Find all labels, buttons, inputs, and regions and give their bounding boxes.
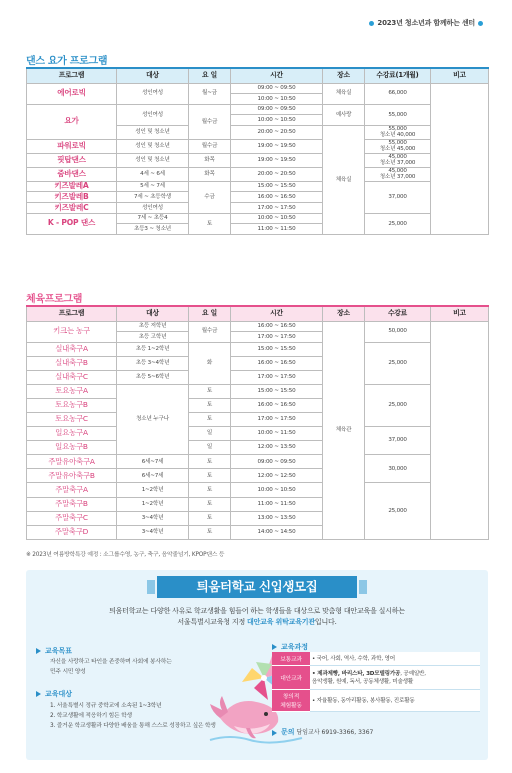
col-header: 대상 [117,68,189,83]
target-cell: 6세~7세 [117,469,189,483]
time-cell: 16:00 ~ 16:50 [231,398,323,412]
target-cell: 성인여성 [117,83,189,104]
time-cell: 20:00 ~ 20:50 [231,125,323,139]
table-row [272,665,480,689]
contact-info: 문의 담임교사 6919-3366, 3367 [272,727,373,737]
list-item: 2. 학교생활에 적응하기 힘든 학생 [50,713,132,720]
place-cell: 체육관 [323,321,365,539]
col-header: 시간 [231,306,323,321]
time-cell: 16:00 ~ 16:50 [231,321,323,332]
table-row [27,427,489,441]
dance-section-title: 댄스 요가 프로그램 [26,56,108,67]
triangle-bullet-icon [36,648,41,654]
triangle-bullet-icon [272,730,277,736]
time-cell: 10:00 ~ 10:50 [231,213,323,224]
program-name: 주말축구B [27,497,117,511]
time-cell: 15:00 ~ 15:50 [231,342,323,356]
day-cell: 토 [189,483,231,497]
program-name: 일요농구A [27,427,117,441]
time-cell: 10:00 ~ 10:50 [231,94,323,105]
course-category: 창의적 체험활동 [272,689,310,711]
target-cell: 성인여성 [117,104,189,125]
time-cell: 09:00 ~ 09:50 [231,104,323,115]
program-name: 주말유아축구B [27,469,117,483]
table-row [27,83,489,94]
day-cell: 토 [189,412,231,426]
time-cell: 19:00 ~ 19:50 [231,139,323,153]
table-row [27,342,489,356]
fee-cell: 55,000 [365,104,431,125]
course-content: • 국어, 사회, 역사, 수학, 과학, 영어 [310,652,480,665]
program-name: 주말축구A [27,483,117,497]
note-cell [431,321,489,539]
day-cell: 수금 [189,181,231,213]
day-cell: 일 [189,427,231,441]
fee-cell: 55,000 청소년 40,000 [365,125,431,139]
program-name: 실내축구A [27,342,117,356]
col-header: 프로그램 [27,306,117,321]
table-row [27,213,489,224]
table-row [27,139,489,153]
program-name: 요가 [27,104,117,139]
target-cell: 성인 및 청소년 [117,153,189,167]
triangle-bullet-icon [36,691,41,697]
target-cell: 초등 3~4학년 [117,356,189,370]
time-cell: 17:00 ~ 17:50 [231,203,323,214]
time-cell: 14:00 ~ 14:50 [231,525,323,539]
goal-text: 자신을 사랑하고 타인을 존중하며 사회에 봉사하는 민주 시민 양성 [50,659,172,676]
day-cell: 토 [189,525,231,539]
col-header: 요 일 [189,68,231,83]
program-name: 토요농구B [27,398,117,412]
day-cell: 월수금 [189,139,231,153]
target-cell: 초등 고학년 [117,332,189,343]
place-cell: 예사랑 [323,104,365,125]
bullet-dot-icon [369,21,374,26]
time-cell: 11:00 ~ 11:50 [231,224,323,235]
place-cell: 체육실 [323,83,365,104]
time-cell: 17:00 ~ 17:50 [231,332,323,343]
target-cell: 성인 및 청소년 [117,125,189,139]
fee-cell: 25,000 [365,342,431,384]
day-cell: 토 [189,511,231,525]
header-tagline: 2023년 청소년과 함께하는 센터 [366,18,486,28]
fee-cell: 37,000 [365,427,431,455]
target-cell: 7세 ~ 초등학생 [117,192,189,203]
table-row [272,689,480,711]
day-cell: 토 [189,398,231,412]
course-category: 대안교과 [272,665,310,689]
triangle-bullet-icon [272,644,277,650]
program-name: 주말축구D [27,525,117,539]
table-row [27,167,489,181]
time-cell: 10:00 ~ 10:50 [231,483,323,497]
goal-heading: 교육목표 [36,646,72,656]
col-header: 비고 [431,68,489,83]
list-item: 1. 서울특별시 정규 중학교에 소속된 1~3학년 [50,703,162,709]
target-cell: 초등 저학년 [117,321,189,332]
program-name: 키즈발레C [27,203,117,214]
fee-cell: 45,000 청소년 37,000 [365,153,431,167]
target-cell: 1~2학년 [117,483,189,497]
fee-cell: 45,000 청소년 37,000 [365,167,431,181]
day-cell: 토 [189,455,231,469]
table-row [27,483,489,497]
program-name: 토요농구C [27,412,117,426]
course-heading: 교육과정 [272,642,308,652]
table-header-row [27,68,489,83]
target-cell: 6세~7세 [117,455,189,469]
program-name: 파워로빅 [27,139,117,153]
table-row [27,384,489,398]
fee-cell: 50,000 [365,321,431,342]
time-cell: 17:00 ~ 17:50 [231,412,323,426]
time-cell: 15:00 ~ 15:50 [231,384,323,398]
program-name: 실내축구B [27,356,117,370]
program-name: 에어로빅 [27,83,117,104]
target-cell: 3~4학년 [117,525,189,539]
course-category: 보통교과 [272,652,310,665]
fee-cell: 25,000 [365,483,431,539]
program-name: 주말유아축구A [27,455,117,469]
program-name: 키즈발레B [27,192,117,203]
target-heading: 교육대상 [36,689,72,699]
time-cell: 12:00 ~ 12:50 [231,469,323,483]
table-row [27,153,489,167]
day-cell: 화목 [189,167,231,181]
table-row [272,652,480,665]
col-header: 시간 [231,68,323,83]
col-header: 대상 [117,306,189,321]
place-cell: 체육실 [323,125,365,234]
program-name: 실내축구C [27,370,117,384]
day-cell: 월~금 [189,83,231,104]
table-header-row [27,306,489,321]
target-list [50,701,216,731]
time-cell: 09:00 ~ 09:50 [231,455,323,469]
sport-section-title: 체육프로그램 [26,294,83,305]
target-cell: 초등 1~2학년 [117,342,189,356]
col-header: 비고 [431,306,489,321]
table-row [27,455,489,469]
target-cell: 1~2학년 [117,497,189,511]
time-cell: 10:00 ~ 10:50 [231,115,323,126]
day-cell: 토 [189,213,231,234]
bullet-dot-icon [478,21,483,26]
col-header: 장소 [323,68,365,83]
table-row [27,321,489,332]
time-cell: 11:00 ~ 11:50 [231,497,323,511]
program-name: 핏탑댄스 [27,153,117,167]
day-cell: 월수금 [189,321,231,342]
recruit-intro: 틔움터학교는 다양한 사유로 학교생활을 힘들어 하는 학생들을 대상으로 맞춤형 대안교육을 실시하는 서울특별시교육청 지정 대안교육 위탁교육기관입니다. [109,607,405,627]
fee-cell: 25,000 [365,384,431,426]
target-cell: 초등 5~6학년 [117,370,189,384]
time-cell: 16:00 ~ 16:50 [231,192,323,203]
day-cell: 일 [189,441,231,455]
list-item: 3. 즐거운 학교생활과 다양한 배움을 통해 스스로 성장하고 싶은 학생 [50,723,216,730]
target-cell: 성인여성 [117,203,189,214]
program-name: K - POP 댄스 [27,213,117,234]
time-cell: 17:00 ~ 17:50 [231,370,323,384]
program-name: 줌바댄스 [27,167,117,181]
time-cell: 15:00 ~ 15:50 [231,181,323,192]
recruit-title: 틔움터학교 신입생모집 [157,576,357,598]
target-cell: 5세 ~ 7세 [117,181,189,192]
day-cell: 토 [189,469,231,483]
program-name: 키즈발레A [27,181,117,192]
sport-program-table [26,305,489,540]
col-header: 요 일 [189,306,231,321]
day-cell: 월수금 [189,104,231,139]
curriculum-table [272,652,480,712]
col-header: 프로그램 [27,68,117,83]
target-cell: 3~4학년 [117,511,189,525]
fee-cell: 30,000 [365,455,431,483]
program-name: 주말축구C [27,511,117,525]
table-row [27,104,489,115]
time-cell: 12:00 ~ 13:50 [231,441,323,455]
time-cell: 10:00 ~ 11:50 [231,427,323,441]
footnote: ※ 2023년 여름방학특강 예정 : 소그룹수영, 농구, 축구, 음악줄넘기, KPOP댄스 등 [26,552,225,558]
col-header: 수강료 [365,306,431,321]
target-cell: 청소년 누구나 [117,384,189,454]
fee-cell: 55,000 청소년 45,000 [365,139,431,153]
time-cell: 19:00 ~ 19:50 [231,153,323,167]
time-cell: 20:00 ~ 20:50 [231,167,323,181]
target-cell: 초등3 ~ 청소년 [117,224,189,235]
target-cell: 4세 ~ 6세 [117,167,189,181]
day-cell: 화 [189,342,231,384]
day-cell: 화목 [189,153,231,167]
course-content: • 제과제빵, 바리스타, 3D모델링가공, 공예일반, 음악생활, 원예, 독서, 공동체생활, 미술생활 [310,665,480,689]
col-header: 장소 [323,306,365,321]
time-cell: 09:00 ~ 09:50 [231,83,323,94]
day-cell: 토 [189,497,231,511]
program-name: 키크는 농구 [27,321,117,342]
note-cell [431,83,489,234]
target-cell: 7세 ~ 초등4 [117,213,189,224]
program-name: 토요농구A [27,384,117,398]
fee-cell: 37,000 [365,181,431,213]
time-cell: 16:00 ~ 16:50 [231,356,323,370]
dance-program-table [26,67,489,235]
course-content: • 자율활동, 동아리활동, 봉사활동, 진로활동 [310,689,480,711]
fee-cell: 66,000 [365,83,431,104]
col-header: 수강료(1개월) [365,68,431,83]
fee-cell: 25,000 [365,213,431,234]
target-cell: 성인 및 청소년 [117,139,189,153]
program-name: 일요농구B [27,441,117,455]
day-cell: 토 [189,384,231,398]
time-cell: 13:00 ~ 13:50 [231,511,323,525]
recruit-panel [26,570,488,760]
table-row [27,181,489,192]
